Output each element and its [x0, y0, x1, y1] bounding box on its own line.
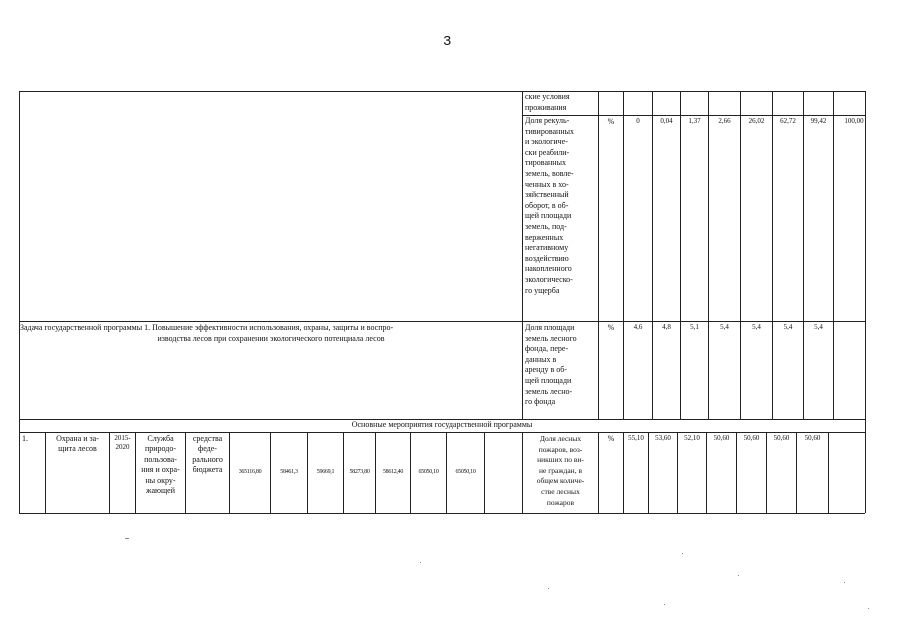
value-cell: 53,60: [655, 434, 671, 442]
value-cell: 5,1: [690, 323, 699, 331]
value-cell: 5,4: [752, 323, 761, 331]
activity-name: Охрана и за- щита лесов: [56, 434, 99, 454]
value-cell: 52,10: [684, 434, 700, 442]
amount-cell: 65050,10: [455, 469, 476, 475]
value-cell: 5,4: [783, 323, 793, 331]
amount-cell: 58612,40: [382, 469, 404, 475]
indicator-living-conditions: ские условия проживания: [525, 92, 570, 112]
value-cell: 2,66: [718, 117, 731, 125]
indicator-leased-forest: Доля площади земель лесного фонда, пере- данных в аренду в об- щей площади земель лесно- го фонда: [525, 323, 577, 407]
task-title-line1: Задача государственной программы 1. Повышение эффективности использования, охраны, защиты и воспро-: [20, 323, 394, 332]
amount-cell: 58461,3: [280, 469, 298, 475]
activity-number: 1.: [22, 434, 28, 443]
value-cell: 0: [636, 117, 640, 125]
value-cell: 99,42: [810, 117, 827, 125]
value-cell: 50,60: [743, 434, 760, 442]
value-cell: 5,4: [720, 323, 729, 331]
activity-executor: Служба природо- пользова- ния и охра- ны окру- жающей: [141, 434, 180, 496]
task-title-line2: изводства лесов при сохранении экологического потенциала лесов: [157, 334, 385, 343]
value-cell: 62,72: [780, 117, 796, 125]
value-cell: 100,00: [844, 117, 864, 125]
page-number: 3: [443, 34, 452, 50]
value-cell: 55,10: [628, 434, 644, 442]
amount-cell: 59669,1: [316, 469, 335, 475]
value-cell: 4,6: [633, 323, 643, 331]
value-cell: 4,8: [662, 323, 671, 331]
unit-leased: %: [607, 323, 615, 332]
section-title: Основные мероприятия государственной программы: [351, 420, 533, 429]
value-cell: 50,60: [713, 434, 730, 442]
activity-period: 2015- 2020: [114, 434, 131, 451]
unit-fires: %: [607, 434, 615, 443]
value-cell: 1,37: [688, 117, 701, 125]
indicator-forest-fires: Доля лесных пожаров, воз- никших по ви- не граждан, в общем количе- стве лесных пожаров: [536, 434, 585, 507]
indicator-reclaimed-lands: Доля рекуль- тивированных и экологиче- ски реабили- тированных земель, вовле- ченных в хо- зяйственный оборот, в об- щей площади земель, под- верженных негативному воздействию накопленного экологическо- го ущерба: [525, 116, 574, 295]
amount-cell: 65050,10: [418, 469, 439, 475]
value-cell: 5,4: [814, 323, 823, 331]
value-cell: 50,60: [804, 434, 821, 442]
amount-cell: 365116,80: [238, 469, 262, 475]
value-cell: 26,02: [748, 117, 765, 125]
unit-reclaimed: %: [607, 117, 615, 126]
value-cell: 0,04: [660, 117, 673, 125]
amount-cell: 58273,80: [349, 469, 370, 475]
activity-funding-source: средства феде- рального бюджета: [192, 434, 223, 475]
value-cell: 50,60: [773, 434, 790, 442]
